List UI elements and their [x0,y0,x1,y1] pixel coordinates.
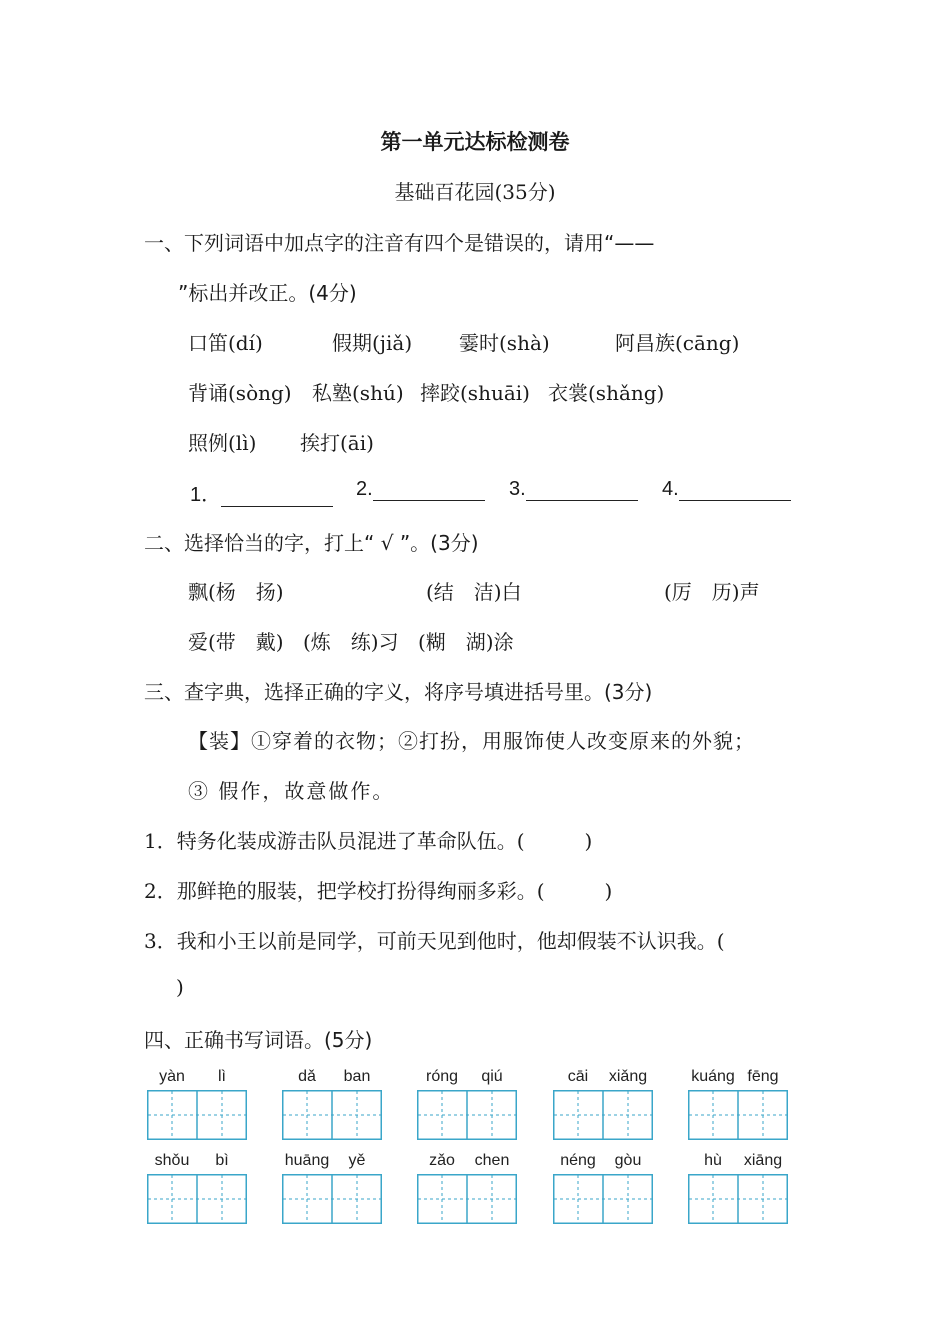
q2-heading: 二、选择恰当的字，打上“ √ ”。(3分) [144,531,479,555]
pinyin-label: huāng [284,1152,330,1169]
q3-definition-line1: 【装】①穿着的衣物；②打扮，用服饰使人改变原来的外貌； [188,729,755,753]
q3-definition-line2: ③ 假作，故意做作。 [188,779,395,803]
pinyin-label: xiǎng [608,1068,648,1085]
pinyin-label: ban [343,1068,371,1085]
writing-box[interactable] [688,1090,788,1140]
pinyin-label: zǎo [429,1152,455,1169]
q1-blank-2[interactable]: 2. [356,478,485,501]
pinyin-label: bì [215,1152,229,1169]
q3-heading: 三、查字典，选择正确的字义，将序号填进括号里。(3分) [144,680,653,704]
pinyin-label: yě [348,1152,366,1169]
q1-item: 霎时(shà) [459,331,550,355]
q3-sentence-2[interactable]: 2．那鲜艳的服装，把学校打扮得绚丽多彩。( ) [144,879,613,903]
q3-sentence-3[interactable]: 3．我和小王以前是同学，可前天见到他时，他却假装不认识我。( [144,929,725,953]
pinyin-label: róng [425,1068,459,1085]
q1-item: 照例(lì) [188,431,257,455]
q1-item: 衣裳(shǎng) [548,381,665,405]
writing-box[interactable] [282,1090,382,1140]
q1-heading-line1: 一、下列词语中加点字的注音有四个是错误的，请用“—— [144,231,655,255]
writing-box[interactable] [553,1090,653,1140]
q1-item: 阿昌族(cāng) [615,331,740,355]
pinyin-label: kuáng [691,1068,735,1085]
pinyin-label: lì [218,1068,226,1085]
pinyin-label: qiú [481,1068,503,1085]
writing-box[interactable] [417,1174,517,1224]
pinyin-label: shǒu [154,1152,190,1169]
q3-sentence-1[interactable]: 1．特务化装成游击队员混进了革命队伍。( ) [144,829,593,853]
pinyin-label: hù [704,1152,722,1169]
pinyin-label: gòu [614,1152,642,1169]
q1-item: 私塾(shú) [312,381,404,405]
pinyin-label: dǎ [298,1068,316,1085]
section-subtitle: 基础百花园(35分) [394,180,556,204]
writing-box[interactable] [688,1174,788,1224]
q2-item[interactable]: 飘(杨 扬) [188,580,284,604]
writing-box[interactable] [147,1090,247,1140]
pinyin-label: xiāng [743,1152,783,1169]
pinyin-label: yàn [159,1068,185,1085]
q4-heading: 四、正确书写词语。(5分) [144,1028,373,1052]
q2-item[interactable]: 爱(带 戴) [188,630,284,654]
q1-heading-line2: ”标出并改正。(4分) [178,281,357,305]
writing-box[interactable] [417,1090,517,1140]
q1-blank-1[interactable]: 1． [190,478,333,507]
q2-item[interactable]: (结 洁)白 [426,580,522,604]
q1-item: 摔跤(shuāi) [420,381,530,405]
q1-blank-3[interactable]: 3. [509,478,638,501]
writing-box[interactable] [282,1174,382,1224]
q1-item: 挨打(āi) [300,431,374,455]
q2-item[interactable]: (糊 湖)涂 [418,630,514,654]
q1-blank-4[interactable]: 4. [662,478,791,501]
pinyin-label: chen [474,1152,510,1169]
q2-item[interactable]: (厉 历)声 [664,580,760,604]
q2-item[interactable]: (炼 练)习 [303,630,399,654]
pinyin-label: cāi [567,1068,589,1085]
pinyin-label: néng [560,1152,596,1169]
q1-item: 口笛(dí) [188,331,263,355]
page-title: 第一单元达标检测卷 [380,130,570,154]
q1-item: 假期(jiǎ) [332,331,413,355]
pinyin-label: fēng [747,1068,779,1085]
q1-item: 背诵(sòng) [188,381,292,405]
writing-box[interactable] [553,1174,653,1224]
q3-sentence-3-cont[interactable]: ) [176,975,184,999]
writing-box[interactable] [147,1174,247,1224]
